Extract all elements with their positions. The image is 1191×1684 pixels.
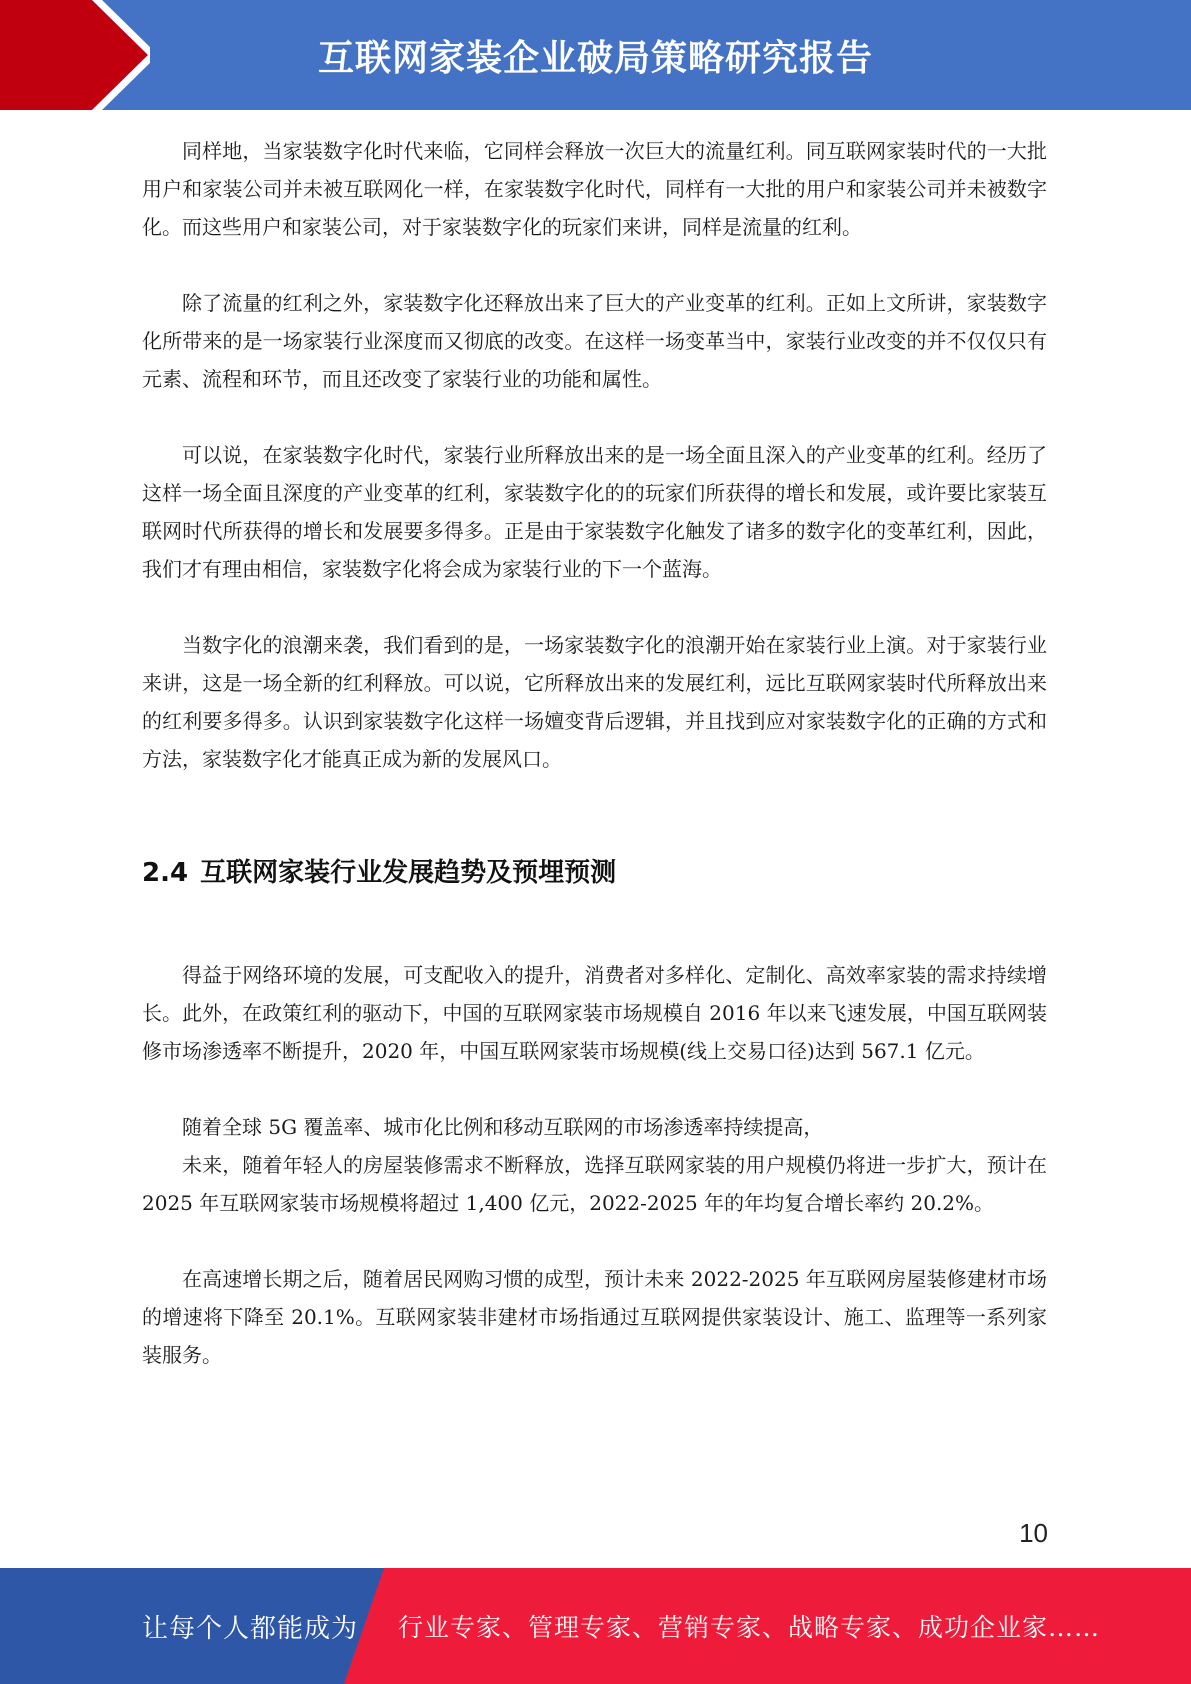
paragraph: 同样地，当家装数字化时代来临，它同样会释放一次巨大的流量红利。同互联网家装时代的一大批用户和家装公司并未被互联网化一样，在家装数字化时代，同样有一大批的用户和家装公司并未被数字化。而这些用户和家装公司，对于家装数字化的玩家们来讲，同样是流量的红利。 <box>142 139 1047 239</box>
paragraph: 当数字化的浪潮来袭，我们看到的是，一场家装数字化的浪潮开始在家装行业上演。对于家装行业来讲，这是一场全新的红利释放。可以说，它所释放出来的发展红利，远比互联网家装时代所释放出来的红利要多得多。认识到家装数字化这样一场嬗变背后逻辑，并且找到应对家装数字化的正确的方式和方法，家装数字化才能真正成为新的发展风口。 <box>142 633 1047 771</box>
section-title: 互联网家装行业发展趋势及预埋预测 <box>200 858 617 888</box>
page-content <box>142 132 1047 1412</box>
paragraph: 随着全球 5G 覆盖率、城市化比例和移动互联网的市场渗透率持续提高， <box>182 1115 824 1139</box>
section-heading <box>142 856 1047 890</box>
paragraph: 未来，随着年轻人的房屋装修需求不断释放，选择互联网家装的用户规模仍将进一步扩大，预计在 2025 年互联网家装市场规模将超过 1,400 亿元，2022-2025 年的年均复合增长率约 20.2%。 <box>142 1153 1047 1215</box>
footer-slogan-left: 让每个人都能成为 <box>142 1613 359 1644</box>
page-number: 10 <box>1019 1518 1048 1548</box>
paragraph: 可以说，在家装数字化时代，家装行业所释放出来的是一场全面且深入的产业变革的红利。经历了这样一场全面且深度的产业变革的红利，家装数字化的的玩家们所获得的增长和发展，或许要比家装互联网时代所获得的增长和发展要多得多。正是由于家装数字化触发了诸多的数字化的变革红利，因此，我们才有理由相信，家装数字化将会成为家装行业的下一个蓝海。 <box>142 443 1047 581</box>
paragraph: 除了流量的红利之外，家装数字化还释放出来了巨大的产业变革的红利。正如上文所讲，家装数字化所带来的是一场家装行业深度而又彻底的改变。在这样一场变革当中，家装行业改变的并不仅仅只有元素、流程和环节，而且还改变了家装行业的功能和属性。 <box>142 291 1047 391</box>
paragraph: 得益于网络环境的发展，可支配收入的提升，消费者对多样化、定制化、高效率家装的需求持续增长。此外，在政策红利的驱动下，中国的互联网家装市场规模自 2016 年以来飞速发展，中国互联网装修市场渗透率不断提升，2020 年，中国互联网家装市场规模(线上交易口径)达到 567.1 亿元。 <box>142 963 1047 1063</box>
paragraph: 在高速增长期之后，随着居民网购习惯的成型，预计未来 2022-2025 年互联网房屋装修建材市场的增速将下降至 20.1%。互联网家装非建材市场指通过互联网提供家装设计、施工、监理等一系列家装服务。 <box>142 1267 1047 1367</box>
report-header <box>0 0 1191 110</box>
footer-banner <box>0 1568 1191 1684</box>
report-title: 互联网家装企业破局策略研究报告 <box>317 37 873 79</box>
footer-slogan-right: 行业专家、管理专家、营销专家、战略专家、成功企业家…… <box>398 1613 1101 1642</box>
header-red-arrow-decoration <box>0 0 150 110</box>
section-number: 2.4 <box>142 858 189 888</box>
